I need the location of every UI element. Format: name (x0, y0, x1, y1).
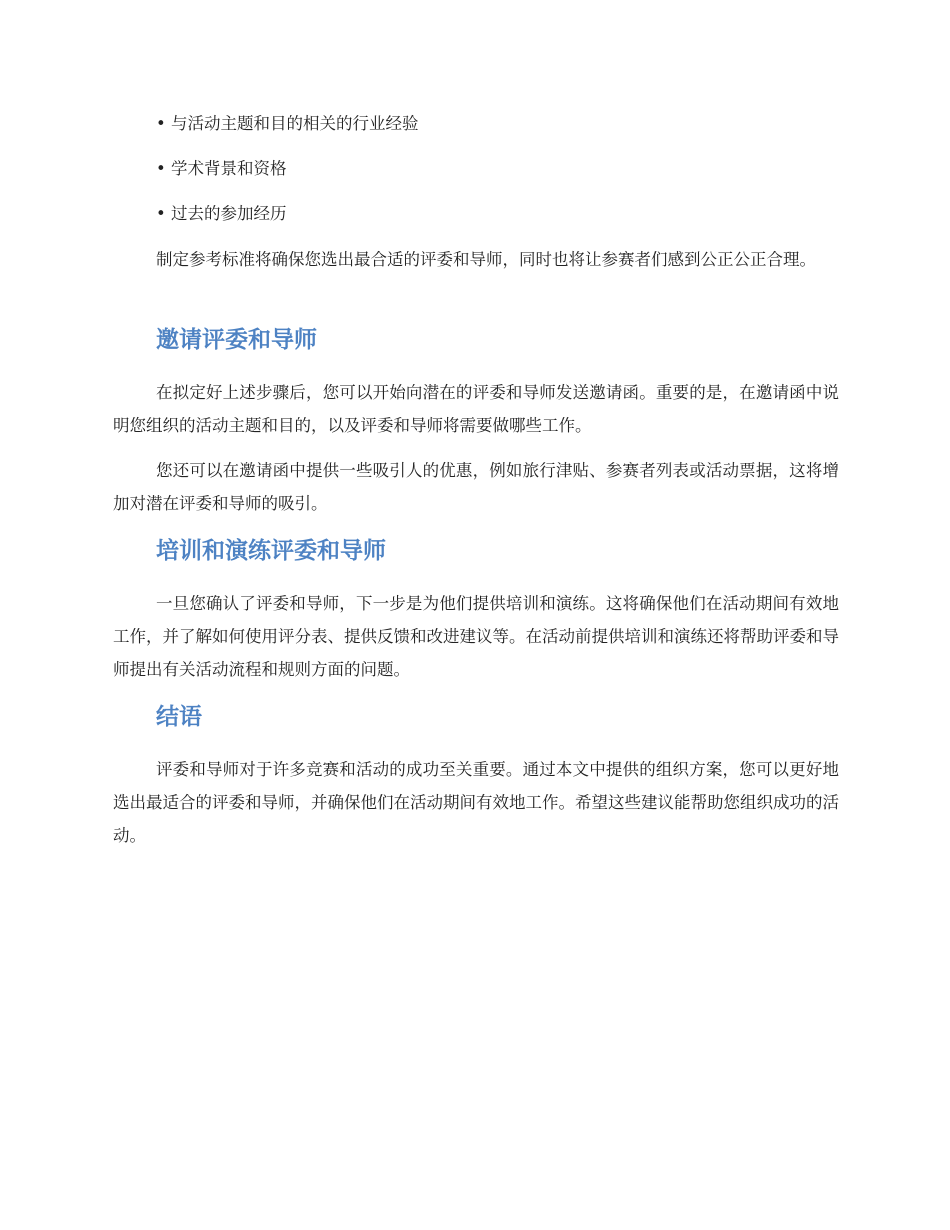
intro-paragraph: 制定参考标准将确保您选出最合适的评委和导师，同时也将让参赛者们感到公正公正合理。 (156, 250, 816, 269)
section-training-paragraph-1: 一旦您确认了评委和导师，下一步是为他们提供培训和演练。这将确保他们在活动期间有效地工作，并了解如何使用评分表、提供反馈和改进建议等。在活动前提供培训和演练还将帮助评委和导师提出有关活动流程和规则方面的问题。 (113, 594, 839, 679)
bullet-item-past-participation: • 过去的参加经历 (156, 204, 287, 223)
section-heading-invite: 邀请评委和导师 (156, 327, 317, 353)
section-invite-paragraph-1: 在拟定好上述步骤后，您可以开始向潜在的评委和导师发送邀请函。重要的是，在邀请函中说明您组织的活动主题和目的，以及评委和导师将需要做哪些工作。 (113, 383, 839, 435)
section-invite-paragraph-2: 您还可以在邀请函中提供一些吸引人的优惠，例如旅行津贴、参赛者列表或活动票据，这将增加对潜在评委和导师的吸引。 (113, 461, 839, 513)
section-heading-conclusion: 结语 (156, 704, 202, 730)
bullet-item-academic-background: • 学术背景和资格 (156, 159, 287, 178)
bullet-item-industry-experience: • 与活动主题和目的相关的行业经验 (156, 114, 419, 133)
section-conclusion-paragraph-1: 评委和导师对于许多竞赛和活动的成功至关重要。通过本文中提供的组织方案，您可以更好地选出最适合的评委和导师，并确保他们在活动期间有效地工作。希望这些建议能帮助您组织成功的活动。 (113, 760, 839, 845)
section-heading-training: 培训和演练评委和导师 (156, 538, 386, 564)
